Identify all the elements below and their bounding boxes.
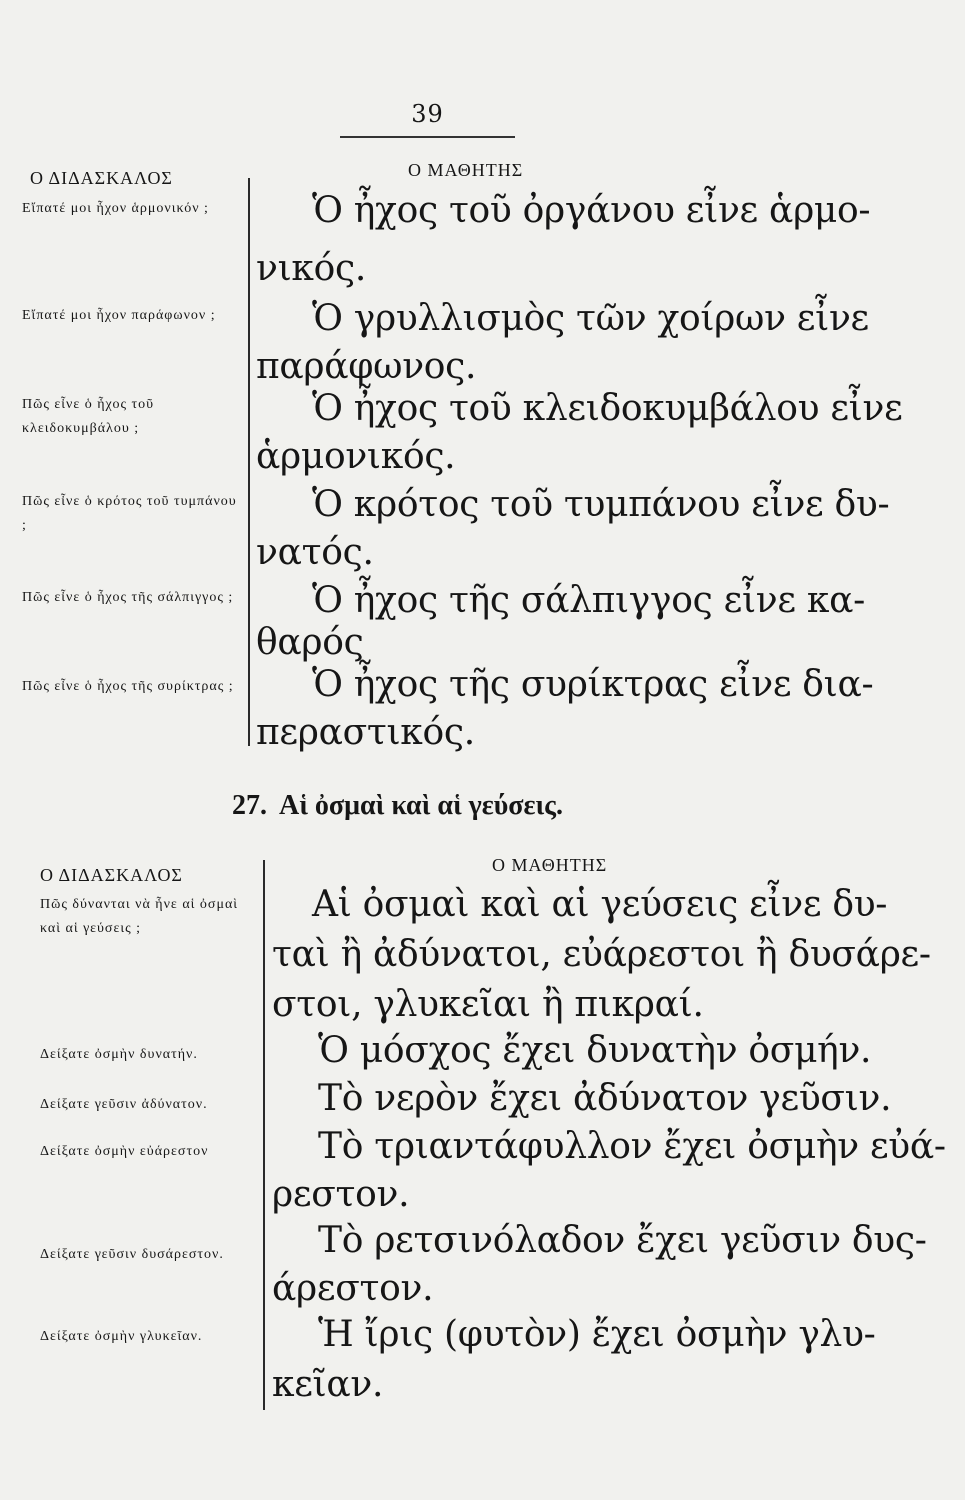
student-answer-line: νατός. <box>256 532 374 573</box>
student-answer-line: Ὁ ἦχος τοῦ κλειδοκυμβάλου εἶνε <box>312 388 903 429</box>
student-answer-line: Αἱ ὀσμαὶ καὶ αἱ γεύσεις εἶνε δυ- <box>312 884 888 925</box>
teacher-question: Πῶς εἶνε ὁ κρότος τοῦ τυμπάνου ; <box>22 494 237 533</box>
teacher-question: Πῶς εἶνε ὁ ἦχος τοῦ κλειδοκυμβάλου ; <box>22 397 155 436</box>
teacher-question: Εἴπατέ μοι ἦχον ἁρμονικόν ; <box>22 201 209 216</box>
student-answer-line: Ὁ γρυλλισμὸς τῶν χοίρων εἶνε <box>312 298 869 339</box>
teacher-question: Εἴπατέ μοι ἦχον παράφωνον ; <box>22 308 216 323</box>
section-title <box>232 790 563 822</box>
student-answer-line: Τὸ τριαντάφυλλον ἔχει ὀσμὴν εὐά- <box>318 1126 946 1167</box>
teacher-question: Πῶς δύνανται νὰ ἦνε αἱ ὀσμαὶ καὶ αἱ γεύσεις ; <box>40 897 239 936</box>
student-answer-line: Τὸ ρετσινόλαδον ἔχει γεῦσιν δυς- <box>318 1220 927 1261</box>
student-heading: Ο ΜΑΘΗΤΗΣ <box>408 160 524 180</box>
student-answer-line: ταὶ ἢ ἀδύνατοι, εὐάρεστοι ἢ δυσάρε- <box>272 934 931 975</box>
student-answer-line: κεῖαν. <box>272 1364 384 1405</box>
student-answer-line: θαρός <box>256 622 364 663</box>
student-answer-line: Τὸ νερὸν ἔχει ἀδύνατον γεῦσιν. <box>318 1078 892 1119</box>
student-answer-line: παράφωνος. <box>256 346 477 387</box>
teacher-question: Πῶς εἶνε ὁ ἦχος τῆς σάλπιγγος ; <box>22 590 234 605</box>
column-divider <box>263 860 265 1410</box>
student-answer-line: ἁρμονικός. <box>256 436 456 477</box>
student-answer-line: Ὁ μόσχος ἔχει δυνατὴν ὀσμήν. <box>318 1030 872 1071</box>
student-answer-line: άρεστον. <box>272 1268 434 1309</box>
student-answer-line: Ὁ ἦχος τῆς σάλπιγγος εἶνε κα- <box>312 580 865 621</box>
section-title-text: Αἱ ὀσμαὶ καὶ αἱ γεύσεις. <box>279 790 563 821</box>
student-answer-line: Ὁ ἦχος τῆς συρίκτρας εἶνε δια- <box>312 664 874 705</box>
section-number: 27. <box>232 790 267 821</box>
teacher-heading: Ο ΔΙΔΑΣΚΑΛΟΣ <box>30 168 173 188</box>
column-divider <box>248 178 250 746</box>
student-answer-line: νικός. <box>256 248 366 289</box>
teacher-question: Δείξατε γεῦσιν δυσάρεστον. <box>40 1247 224 1262</box>
teacher-heading: Ο ΔΙΔΑΣΚΑΛΟΣ <box>40 865 183 885</box>
teacher-question: Δείξατε ὀσμὴν δυνατήν. <box>40 1047 198 1062</box>
student-answer-line: Ἡ ἴρις (φυτὸν) ἔχει ὀσμὴν γλυ- <box>318 1314 876 1355</box>
student-answer-line: Ὁ κρότος τοῦ τυμπάνου εἶνε δυ- <box>312 484 890 525</box>
student-answer-line: στοι, γλυκεῖαι ἢ πικραί. <box>272 984 704 1025</box>
teacher-question: Δείξατε ὀσμὴν εὐάρεστον <box>40 1144 209 1159</box>
student-answer-line: Ὁ ἦχος τοῦ ὀργάνου εἶνε ἁρμο- <box>312 190 871 231</box>
teacher-question: Πῶς εἶνε ὁ ἦχος τῆς συρίκτρας ; <box>22 679 234 694</box>
student-answer-line: περαστικός. <box>256 712 475 753</box>
student-answer-line: ρεστον. <box>272 1174 410 1215</box>
teacher-question: Δείξατε γεῦσιν ἀδύνατον. <box>40 1097 208 1112</box>
teacher-question: Δείξατε ὀσμὴν γλυκεῖαν. <box>40 1329 203 1344</box>
page-number: 39 <box>340 100 515 138</box>
student-heading: Ο ΜΑΘΗΤΗΣ <box>492 855 608 875</box>
